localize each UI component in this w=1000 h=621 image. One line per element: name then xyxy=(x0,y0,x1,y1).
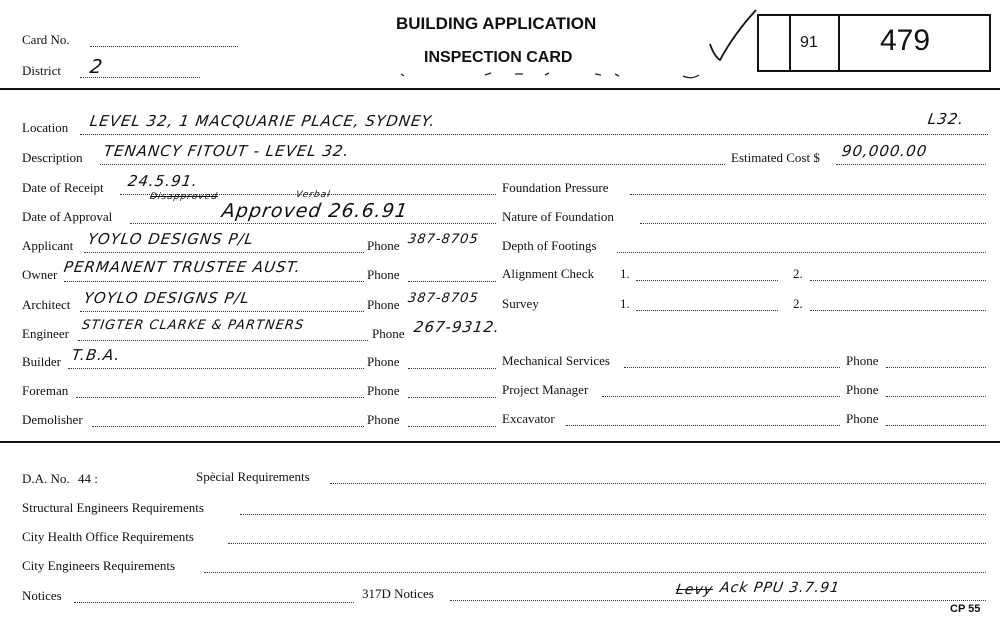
depth-of-footings-label: Depth of Footings xyxy=(502,238,597,253)
alignment-check-label: Alignment Check xyxy=(502,266,595,281)
special-requirements-label: Spècial Requirements xyxy=(196,469,310,484)
architect-phone: 387-8705 xyxy=(406,291,480,306)
engineer-phone: 267-9312. xyxy=(412,318,502,336)
card-number-box xyxy=(757,14,991,72)
card-no-label: Card No. xyxy=(22,32,70,47)
survey-1: 1. xyxy=(620,296,630,311)
survey-2: 2. xyxy=(793,296,803,311)
notices-317d-label: 317D Notices xyxy=(362,586,434,601)
date-of-receipt-label: Date of Receipt xyxy=(22,180,104,195)
architect-label: Architect xyxy=(22,297,71,312)
date-of-approval-note: Verbal xyxy=(295,190,332,200)
location-label: Location xyxy=(22,120,69,135)
project-manager-label: Project Manager xyxy=(502,382,589,397)
foreman-label: Foreman xyxy=(22,383,69,398)
alignment-check-1: 1. xyxy=(620,266,630,281)
location-code: L32. xyxy=(926,110,966,128)
district-label: District xyxy=(22,63,61,78)
builder-label: Builder xyxy=(22,354,61,369)
structural-requirements-label: Structural Engineers Requirements xyxy=(22,500,204,515)
header-rule xyxy=(0,88,1000,90)
builder-phone-label: Phone xyxy=(367,354,400,369)
form-code: CP 55 xyxy=(950,603,981,615)
project-manager-phone-label: Phone xyxy=(846,382,879,397)
excavator-phone-label: Phone xyxy=(846,411,879,426)
architect-value: YOYLO DESIGNS P/L xyxy=(82,289,252,307)
form-title: BUILDING APPLICATION xyxy=(396,14,597,33)
scribble-marks xyxy=(395,66,715,82)
architect-phone-label: Phone xyxy=(367,297,400,312)
engineer-label: Engineer xyxy=(22,326,69,341)
survey-label: Survey xyxy=(502,296,539,311)
date-of-receipt-value: 24.5.91. xyxy=(126,172,200,190)
details-rule xyxy=(0,441,1000,443)
mechanical-services-label: Mechanical Services xyxy=(502,353,610,368)
owner-label: Owner xyxy=(22,267,58,282)
da-no-label: D.A. No. xyxy=(22,471,70,486)
da-no-value: 44 : xyxy=(78,471,98,486)
foundation-pressure-label: Foundation Pressure xyxy=(502,180,609,195)
estimated-cost-value: 90,000.00 xyxy=(840,142,929,160)
form-subtitle: INSPECTION CARD xyxy=(424,49,573,66)
excavator-label: Excavator xyxy=(502,411,555,426)
owner-phone-label: Phone xyxy=(367,267,400,282)
engineer-value: STIGTER CLARKE & PARTNERS xyxy=(80,318,306,333)
city-engineers-requirements-label: City Engineers Requirements xyxy=(22,558,176,573)
notices-label: Notices xyxy=(22,588,62,603)
builder-value: T.B.A. xyxy=(70,346,122,364)
applicant-phone-label: Phone xyxy=(367,238,400,253)
nature-of-foundation-label: Nature of Foundation xyxy=(502,209,614,224)
applicant-phone: 387-8705 xyxy=(406,232,480,247)
location-value: LEVEL 32, 1 MACQUARIE PLACE, SYDNEY. xyxy=(88,112,437,130)
card-year: 91 xyxy=(800,34,818,51)
engineer-phone-label: Phone xyxy=(372,326,405,341)
date-of-approval-value: Approved 26.6.91 xyxy=(220,200,410,222)
alignment-check-2: 2. xyxy=(793,266,803,281)
demolisher-phone-label: Phone xyxy=(367,412,400,427)
description-label: Description xyxy=(22,150,83,165)
foreman-phone-label: Phone xyxy=(367,383,400,398)
applicant-value: YOYLO DESIGNS P/L xyxy=(86,230,256,248)
applicant-label: Applicant xyxy=(22,238,74,253)
owner-value: PERMANENT TRUSTEE AUST. xyxy=(62,258,303,276)
district-value: 2 xyxy=(88,56,105,78)
notices-317d-struck: Levy xyxy=(674,582,715,598)
health-requirements-label: City Health Office Requirements xyxy=(22,529,194,544)
estimated-cost-label: Estimated Cost $ xyxy=(731,150,820,165)
date-of-approval-label: Date of Approval xyxy=(22,209,113,224)
notices-317d-value: Ack PPU 3.7.91 xyxy=(718,580,842,596)
demolisher-label: Demolisher xyxy=(22,412,83,427)
mechanical-services-phone-label: Phone xyxy=(846,353,879,368)
card-number: 479 xyxy=(880,24,931,57)
card-no-line xyxy=(90,46,238,47)
description-value: TENANCY FITOUT - LEVEL 32. xyxy=(102,142,351,160)
date-of-approval-struck: Disapproved xyxy=(149,192,219,202)
